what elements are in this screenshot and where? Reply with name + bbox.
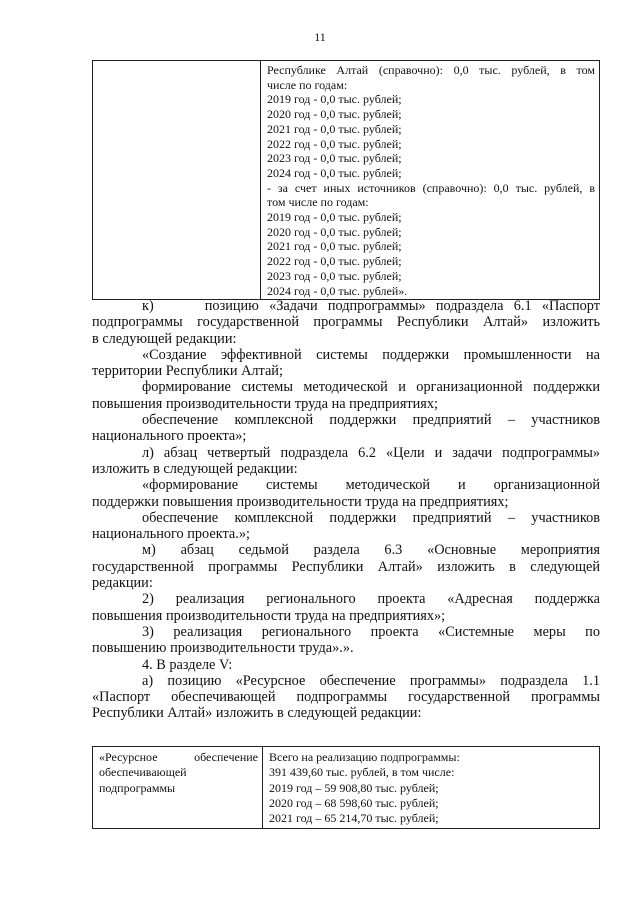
funding-line: 2021 год – 65 214,70 тыс. рублей; <box>269 811 439 826</box>
paragraph-a: а) позицию «Ресурсное обеспечение программы» подраздела 1.1 «Паспорт обеспечивающей подпрограммы государственной программы Республики Алтай» изложить в следующей редакции: <box>92 672 600 722</box>
funding-line: 2024 год - 0,0 тыс. рублей; <box>267 165 402 180</box>
funding-line: 2022 год - 0,0 тыс. рублей; <box>267 254 402 269</box>
page-number: 11 <box>314 30 326 44</box>
funding-line: 2024 год - 0,0 тыс. рублей». <box>267 283 408 298</box>
funding-line: числе по годам: <box>267 77 348 92</box>
funding-line: 2020 год - 0,0 тыс. рублей; <box>267 107 402 122</box>
empty-left-cell <box>93 61 261 300</box>
funding-line: 2022 год - 0,0 тыс. рублей; <box>267 136 402 151</box>
funding-line: 2019 год – 59 908,80 тыс. рублей; <box>269 780 439 795</box>
document-body <box>92 298 600 722</box>
paragraph-k-quote-2: формирование системы методической и организационной поддержки повышения производительности труда на предприятиях; <box>92 379 600 412</box>
section-4-heading: 4. В разделе V: <box>142 656 233 673</box>
funding-line: 2023 год - 0,0 тыс. рублей; <box>267 151 402 166</box>
funding-line: Республике Алтай (справочно): 0,0 тыс. рублей, в том <box>267 63 595 77</box>
paragraph-k: к) позицию «Задачи подпрограммы» подраздела 6.1 «Паспорт подпрограммы государственной программы Республики Алтай» изложить в следующей редакции: <box>92 298 600 347</box>
paragraph-m: м) абзац седьмой раздела 6.3 «Основные мероприятия государственной программы Республики Алтай» изложить в следующей редакции: <box>92 542 600 592</box>
funding-line: 2021 год - 0,0 тыс. рублей; <box>267 239 402 254</box>
paragraph-l: л) абзац четвертый подраздела 6.2 «Цели и задачи подпрограммы» изложить в следующей редакции: <box>92 444 600 477</box>
funding-line: Всего на реализацию подпрограммы: <box>269 750 460 764</box>
funding-line: 2019 год - 0,0 тыс. рублей; <box>267 210 402 225</box>
funding-line: том числе по годам: <box>267 195 369 210</box>
paragraph-l-quote-1: «формирование системы методической и организационной поддержки повышения производительности труда на предприятиях; <box>92 477 600 510</box>
funding-line: 2020 год – 68 598,60 тыс. рублей; <box>269 795 439 810</box>
paragraph-k-quote-3: обеспечение комплексной поддержки предприятий – участников национального проекта»; <box>92 412 600 445</box>
resource-provision-table <box>92 746 600 829</box>
funding-line: 2021 год - 0,0 тыс. рублей; <box>267 121 402 136</box>
funding-table-continued <box>92 60 600 300</box>
resource-provision-values-cell <box>263 747 600 829</box>
funding-line: 2023 год - 0,0 тыс. рублей; <box>267 268 402 283</box>
paragraph-k-quote-1: «Создание эффективной системы поддержки промышленности на территории Республики Алтай; <box>92 346 600 380</box>
funding-details-cell <box>261 61 600 300</box>
funding-line: 391 439,60 тыс. рублей, в том числе: <box>269 765 455 780</box>
paragraph-m-quote-1: 2) реализация регионального проекта «Адресная поддержка повышения производительности труда на предприятиях»; <box>92 591 600 624</box>
resource-provision-label-cell: «Ресурсное обеспечение обеспечивающей подпрограммы <box>93 747 263 829</box>
funding-line: - за счет иных источников (справочно): 0,0 тыс. рублей, в <box>267 180 595 195</box>
paragraph-l-quote-2: обеспечение комплексной поддержки предприятий – участников национального проекта.»; <box>92 509 600 543</box>
funding-line: 2020 год - 0,0 тыс. рублей; <box>267 224 402 239</box>
paragraph-m-quote-2: 3) реализация регионального проекта «Системные меры по повышению производительности труда».». <box>92 623 600 657</box>
funding-line: 2019 год - 0,0 тыс. рублей; <box>267 92 402 107</box>
